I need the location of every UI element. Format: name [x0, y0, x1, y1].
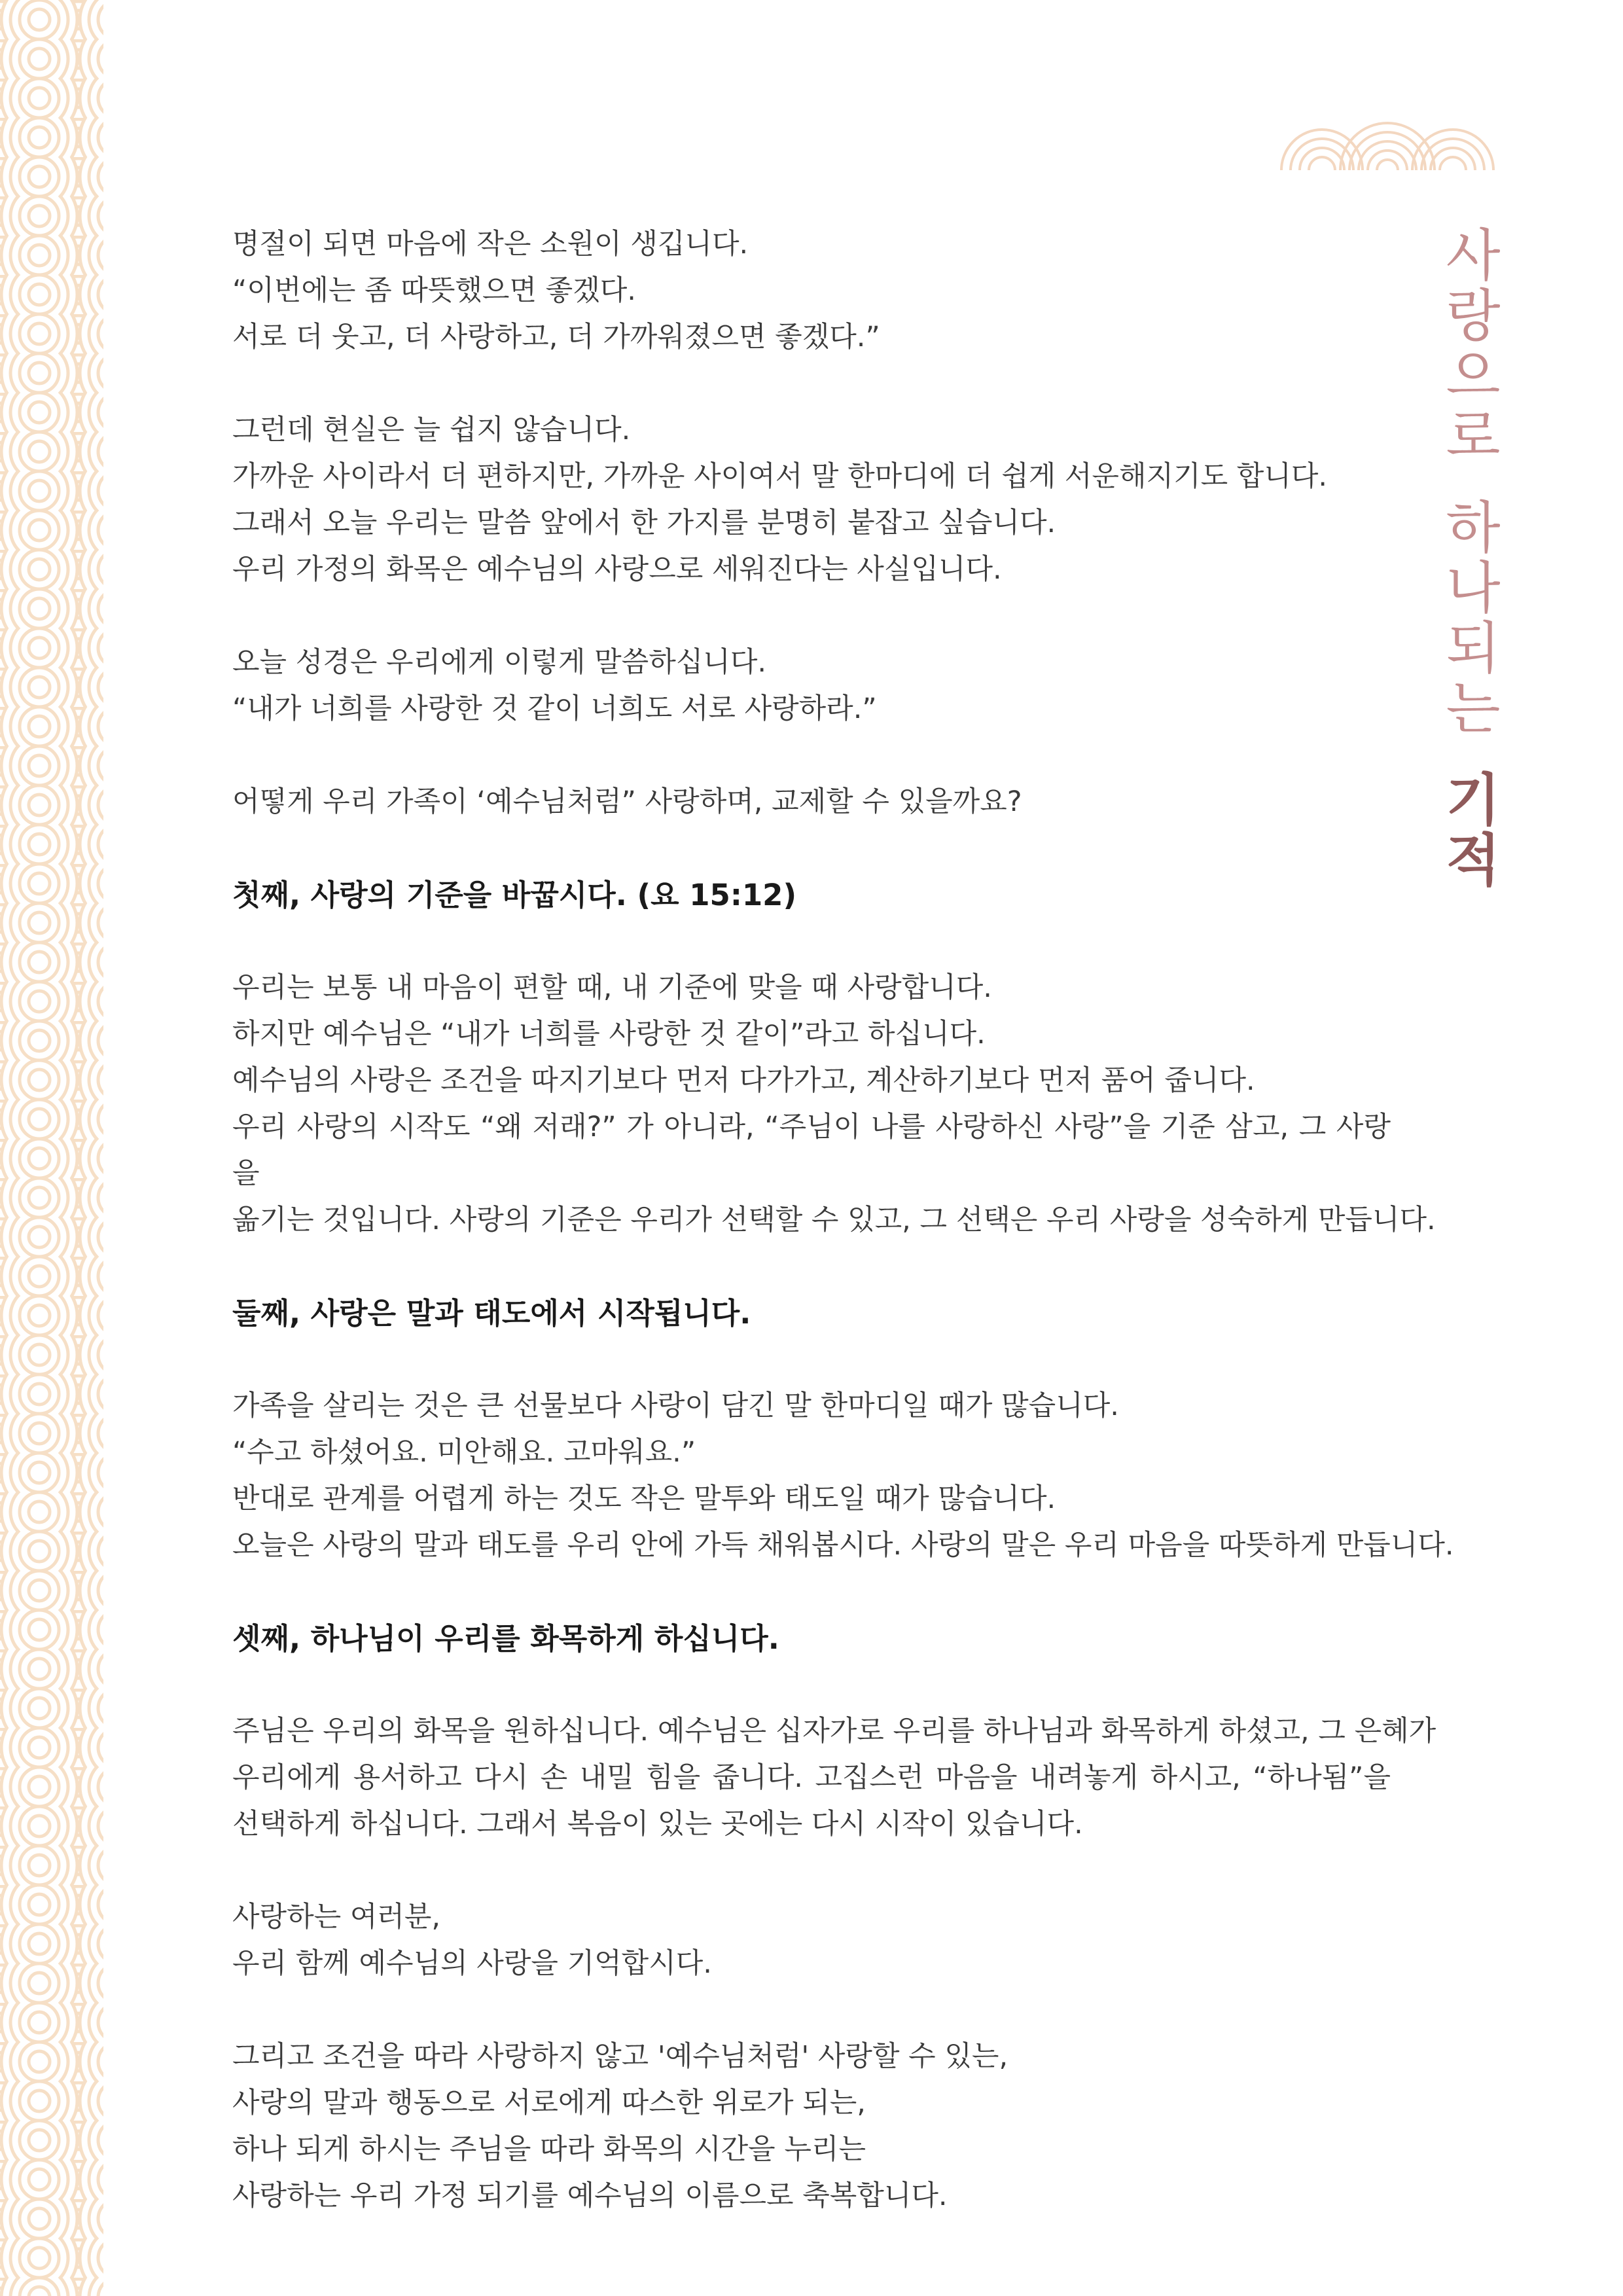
text-line: 우리는 보통 내 마음이 편할 때, 내 기준에 맞을 때 사랑합니다.	[232, 971, 992, 1004]
title-char: 나	[1446, 556, 1501, 621]
title-char: 되	[1446, 616, 1501, 681]
text-line: “이번에는 좀 따뜻했으면 좋겠다.	[232, 274, 636, 307]
title-char: 으	[1446, 344, 1501, 409]
title-char: 로	[1446, 404, 1501, 469]
section-paragraph	[232, 965, 1436, 1244]
text-line: 우리 가정의 화목은 예수님의 사랑으로 세워진다는 사실입니다.	[232, 553, 1002, 586]
text-line: 오늘은 사랑의 말과 태도를 우리 안에 가득 채워봅시다. 사랑의 말은 우리 마음을 따뜻하게 만듭니다.	[232, 1529, 1454, 1562]
text-line: 그런데 현실은 늘 쉽지 않습니다.	[232, 414, 631, 446]
text-line: 우리에게 용서하고 다시 손 내밀 힘을 줍니다. 고집스런 마음을 내려놓게 하시고, “하나됨”을	[232, 1761, 1391, 1794]
text-line: 옮기는 것입니다. 사랑의 기준은 우리가 선택할 수 있고, 그 선택은 우리 사랑을 성숙하게 만듭니다.	[232, 1204, 1436, 1236]
section-paragraph	[232, 1708, 1436, 1848]
text-line: 예수님의 사랑은 조건을 따지기보다 먼저 다가가고, 계산하기보다 먼저 품어 줍니다.	[232, 1064, 1255, 1097]
text-line: 우리 함께 예수님의 사랑을 기억합시다.	[232, 1947, 712, 1980]
intro-paragraph	[232, 779, 1391, 825]
text-line: 하지만 예수님은 “내가 너희를 사랑한 것 같이”라고 하십니다.	[232, 1018, 986, 1050]
text-line: “수고 하셨어요. 미안해요. 고마워요.”	[232, 1436, 696, 1469]
intro-paragraph	[232, 407, 1391, 593]
title-char: 하	[1446, 495, 1501, 561]
closing-paragraph	[232, 2034, 1391, 2219]
text-line: 반대로 관계를 어렵게 하는 것도 작은 말투와 태도일 때가 많습니다.	[232, 1482, 1056, 1515]
text-line: 하나 되게 하시는 주님을 따라 화목의 시간을 누리는	[232, 2133, 866, 2166]
text-line: “내가 너희를 사랑한 것 같이 너희도 서로 사랑하라.”	[232, 692, 877, 725]
text-line: 오늘 성경은 우리에게 이렇게 말씀하십니다.	[232, 646, 767, 679]
section-heading: 첫째, 사랑의 기준을 바꿉시다. (요 15:12)	[232, 878, 797, 912]
text-line: 어떻게 우리 가족이 ‘예수님처럼” 사랑하며, 교제할 수 있을까요?	[232, 785, 1022, 818]
text-line: 사랑하는 우리 가정 되기를 예수님의 이름으로 축복합니다.	[232, 2179, 948, 2212]
text-line: 가까운 사이라서 더 편하지만, 가까운 사이여서 말 한마디에 더 쉽게 서운해지기도 합니다.	[232, 460, 1328, 493]
text-line: 명절이 되면 마음에 작은 소원이 생깁니다.	[232, 228, 749, 260]
title-char-bold: 적	[1446, 828, 1501, 893]
closing-paragraph	[232, 1894, 1391, 1987]
intro-paragraph	[232, 639, 1391, 732]
text-line: 주님은 우리의 화목을 원하십니다. 예수님은 십자가로 우리를 하나님과 화목하게 하셨고, 그 은혜가	[232, 1715, 1436, 1748]
sermon-body	[232, 221, 1454, 2266]
title-char: 는	[1446, 676, 1501, 742]
title-char: 사	[1446, 223, 1501, 289]
text-line: 그래서 오늘 우리는 말씀 앞에서 한 가지를 분명히 붙잡고 싶습니다.	[232, 507, 1056, 539]
section-paragraph	[232, 1383, 1454, 1569]
title-char: 랑	[1446, 283, 1501, 349]
title-char-bold: 기	[1446, 768, 1501, 833]
text-line: 서로 더 웃고, 더 사랑하고, 더 가까워졌으면 좋겠다.”	[232, 321, 880, 353]
side-wave-pattern	[0, 0, 103, 2296]
vertical-title	[1431, 223, 1516, 893]
text-line: 선택하게 하십니다. 그래서 복음이 있는 곳에는 다시 시작이 있습니다.	[232, 1808, 1083, 1840]
intro-paragraph	[232, 221, 1391, 361]
text-line: 가족을 살리는 것은 큰 선물보다 사랑이 담긴 말 한마디일 때가 많습니다.	[232, 1390, 1119, 1422]
arc-ornament	[1276, 98, 1499, 173]
text-line: 그리고 조건을 따라 사랑하지 않고 '예수님처럼' 사랑할 수 있는,	[232, 2040, 1008, 2073]
text-line: 우리 사랑의 시작도 “왜 저래?” 가 아니라, “주님이 나를 사랑하신 사랑”을 기준 삼고, 그 사랑을	[232, 1111, 1391, 1190]
section-heading: 둘째, 사랑은 말과 태도에서 시작됩니다.	[232, 1296, 751, 1331]
text-line: 사랑의 말과 행동으로 서로에게 따스한 위로가 되는,	[232, 2087, 866, 2119]
section-heading: 셋째, 하나님이 우리를 화목하게 하십니다.	[232, 1621, 779, 1656]
text-line: 사랑하는 여러분,	[232, 1901, 441, 1933]
